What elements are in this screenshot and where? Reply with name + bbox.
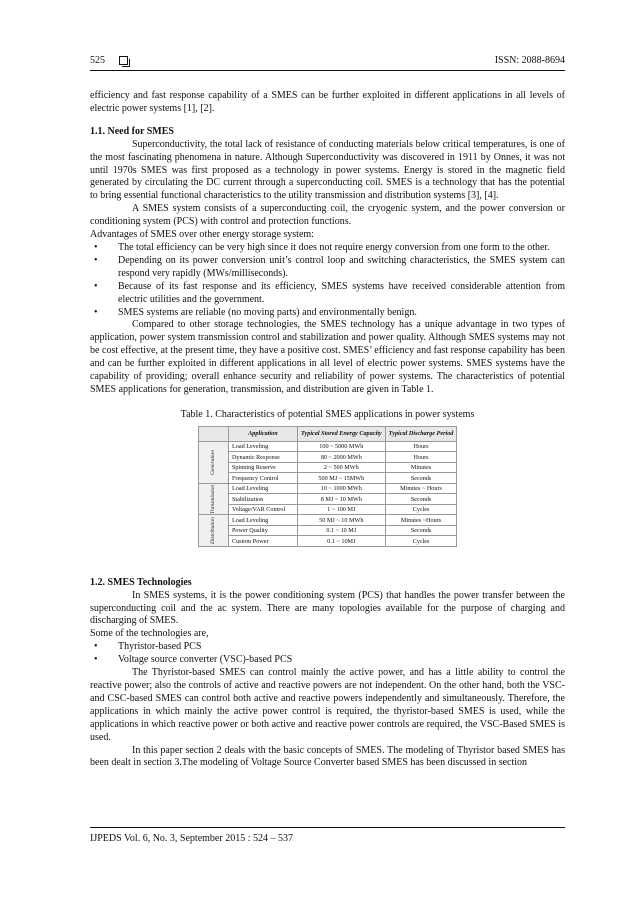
table-cell: Stabilization <box>228 494 297 505</box>
list-item: • Depending on its power conversion unit’s control loop and switching characteristics, the SMES system can respond very rapidly (MWs/milliseconds). <box>90 255 565 281</box>
table-cell: 2 ~ 500 MWh <box>297 462 385 473</box>
table-cell: Power Quality <box>228 525 297 536</box>
table-cell: Hours <box>385 441 457 452</box>
table-cell: Hours <box>385 452 457 463</box>
table-cell: Minutes <box>385 462 457 473</box>
table-cell: Frequency Control <box>228 473 297 484</box>
list-item: • Voltage source converter (VSC)-based PCS <box>90 654 565 667</box>
table-cell: Minutes ~ Hours <box>385 483 457 494</box>
table-header-row <box>198 426 457 441</box>
page-number: 525 <box>90 55 105 66</box>
advantages-list <box>90 242 565 319</box>
paragraph: In this paper section 2 deals with the basic concepts of SMES. The modeling of Thyristor based SMES has been dealt in section 3.The modeling of Voltage Source Converter based SMES has been discussed in section <box>90 744 565 769</box>
technologies-list <box>90 641 565 667</box>
table-row <box>198 441 457 452</box>
issn: ISSN: 2088-8694 <box>494 55 565 66</box>
table-cell: Cycles <box>385 536 457 547</box>
table-cell: Custom Power <box>228 536 297 547</box>
table-cell: Load Leveling <box>228 515 297 526</box>
table-cell: Cycles <box>385 504 457 515</box>
table-row <box>198 473 457 484</box>
table-row <box>198 536 457 547</box>
table-cell: Load Leveling <box>228 483 297 494</box>
list-item: • SMES systems are reliable (no moving parts) and environmentally benign. <box>90 307 565 320</box>
header-cell: Typical Discharge Period <box>385 426 457 441</box>
table-cell: 10 ~ 1000 MWh <box>297 483 385 494</box>
table-cell: Seconds <box>385 525 457 536</box>
table-cell: Dynamic Response <box>228 452 297 463</box>
table-row <box>198 483 457 494</box>
smes-applications-table <box>198 426 458 547</box>
table-caption: Table 1. Characteristics of potential SMES applications in power systems <box>180 408 475 420</box>
paragraph: A SMES system consists of a superconducting coil, the cryogenic system, and the power conversion or conditioning system (PCS) with control and protection functions. <box>90 203 565 228</box>
table-cell: 80 ~ 2000 MWh <box>297 452 385 463</box>
table-cell: Spinning Reserve <box>228 462 297 473</box>
group-label: Transmission <box>198 483 228 515</box>
table-row <box>198 504 457 515</box>
page-header <box>90 55 565 66</box>
table-cell: Minutes ~Hours <box>385 515 457 526</box>
table-row <box>198 452 457 463</box>
paragraph: Advantages of SMES over other energy storage system: <box>90 229 314 241</box>
table-cell: Seconds <box>385 473 457 484</box>
table-cell: Load Leveling <box>228 441 297 452</box>
square-icon <box>119 56 128 65</box>
group-label: Generation <box>198 441 228 483</box>
section-heading-1-1: 1.1. Need for SMES <box>90 125 174 137</box>
page-footer: IJPEDS Vol. 6, No. 3, September 2015 : 524 – 537 <box>90 833 293 844</box>
table-cell: Voltage/VAR Control <box>228 504 297 515</box>
paragraph: Some of the technologies are, <box>90 628 209 640</box>
table-cell: 500 MJ ~ 15MWh <box>297 473 385 484</box>
table-cell: 1 ~ 100 MJ <box>297 504 385 515</box>
list-item: • The total efficiency can be very high since it does not require energy conversion from one form to the other. <box>90 242 565 255</box>
list-item: • Thyristor-based PCS <box>90 641 565 654</box>
table-cell: 100 ~ 5000 MWh <box>297 441 385 452</box>
table-cell: 8 MJ ~ 10 MWh <box>297 494 385 505</box>
group-label: Distribution <box>198 515 228 547</box>
table-row <box>198 494 457 505</box>
page-body <box>90 90 565 770</box>
table-row <box>198 515 457 526</box>
paragraph: Compared to other storage technologies, the SMES technology has a unique advantage in two types of application, power system transmission control and stabilization and power quality. Although SMES systems may not be cost effective, at the present time, they have a positive cost. SMES’ efficiency and fast response capability has been and can be further exploited in different applications in all level of electric power systems. SMES systems have the capability of providing; overall enhance security and reliability of power systems. The characteristics of potential SMES applications for generation, transmission, and distribution are given in Table 1. <box>90 319 565 395</box>
list-item: • Because of its fast response and its efficiency, SMES systems have received considerable attention from electric utilities and the government. <box>90 281 565 307</box>
intro-paragraph: efficiency and fast response capability of a SMES can be further exploited in different applications in all levels of electric power systems [1], [2]. <box>90 90 565 114</box>
paragraph: In SMES systems, it is the power conditioning system (PCS) that handles the power transfer between the superconducting coil and the ac system. There are many topologies available for the purpose of charging and discharging of SMES. <box>90 589 565 627</box>
table-cell: 0.1 ~ 10 MJ <box>297 525 385 536</box>
section-heading-1-2: 1.2. SMES Technologies <box>90 576 192 588</box>
table-cell: Seconds <box>385 494 457 505</box>
table-cell: 0.1 ~ 10MJ <box>297 536 385 547</box>
footer-rule <box>90 827 565 828</box>
paragraph: The Thyristor-based SMES can control mainly the active power, and has a little ability to control the reactive power; also the controls of active and reactive powers are not independent. On the other hand, both the VSC- and CSC-based SMES can control both active and reactive powers independently and simultaneously. Therefore, the applications in which mainly the active power control is required, the thyristor-based SMES is used, while the applications in which reactive power or both active and reactive power controls are required, the VSC-Based SMES is used. <box>90 667 565 743</box>
table-row <box>198 462 457 473</box>
table-cell: 50 MJ ~ 10 MWh <box>297 515 385 526</box>
paragraph: Superconductivity, the total lack of resistance of conducting materials below critical temperatures, is one of the most fascinating phenomena in nature. Although Superconductivity was discovered in 1911 by Onnes, it was not until 1970s SMES was first proposed as a technology in power systems. Energy is stored in the magnetic field generated by circulating the DC current through a superconducting coil. SMES is a technology that has the potential to bring essential functional characteristics to the utility transmission and distribution systems [3], [4]. <box>90 138 565 202</box>
header-cell: Typical Stored Energy Capacity <box>297 426 385 441</box>
table-row <box>198 525 457 536</box>
header-cell: Application <box>228 426 297 441</box>
header-rule <box>90 70 565 71</box>
